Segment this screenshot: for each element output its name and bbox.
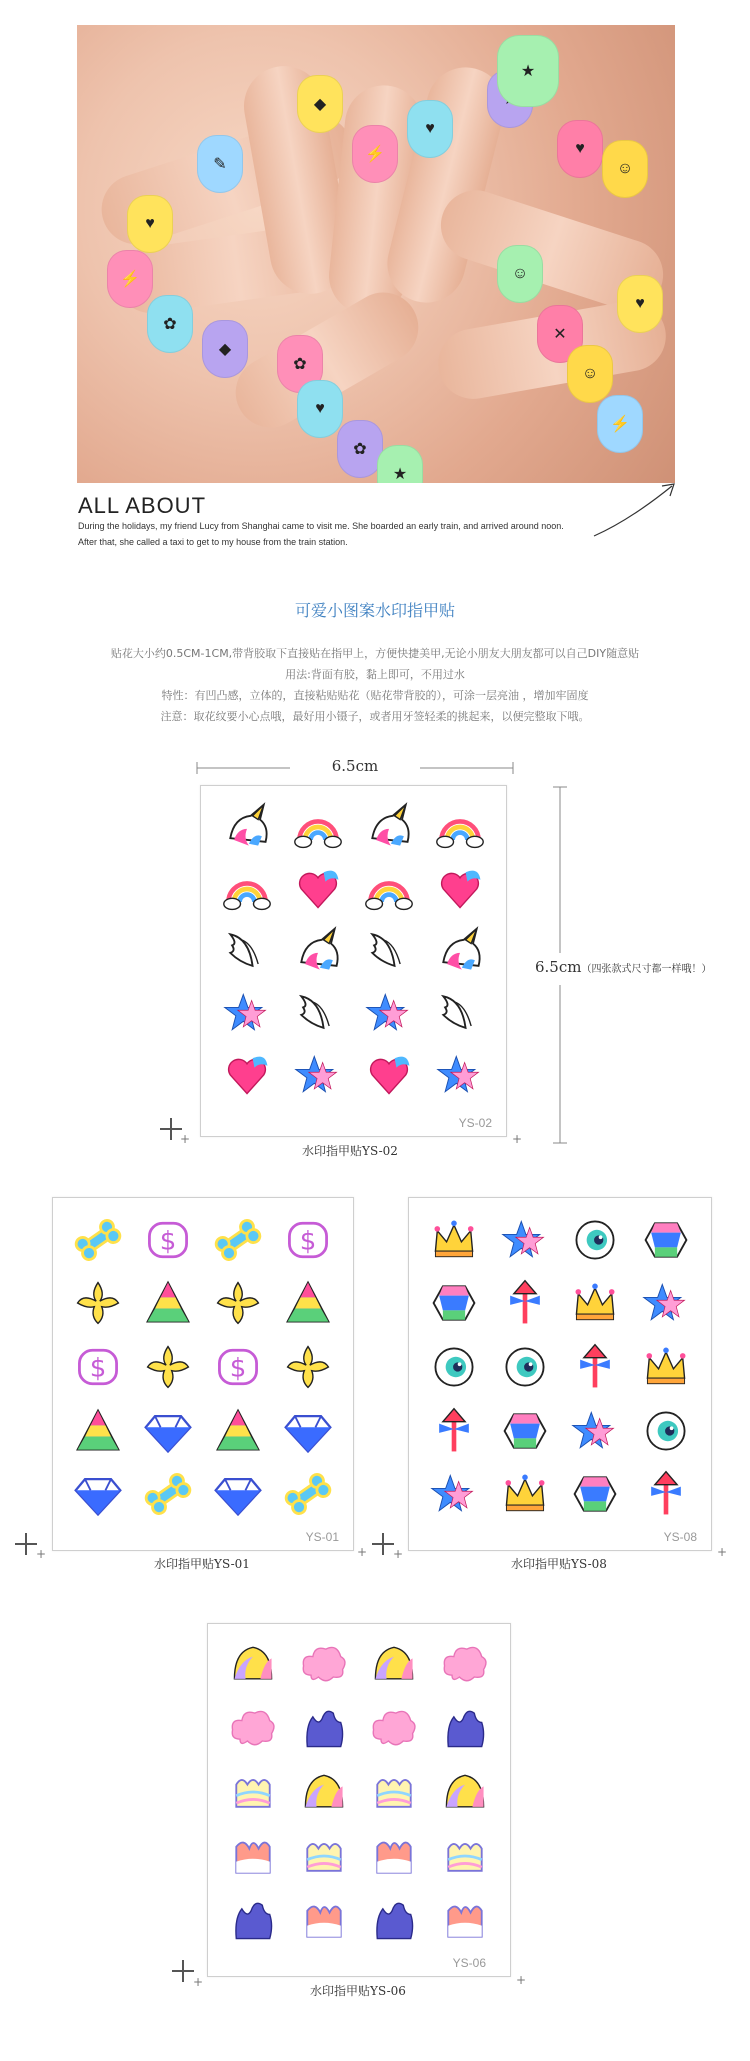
nail: ☺ xyxy=(497,245,543,303)
description-line: 注意：取花纹要小心点哦，最好用小镊子，或者用牙签轻柔的挑起来，以便完整取下哦。 xyxy=(160,710,590,723)
sticker-cell xyxy=(203,1272,273,1336)
wings-icon xyxy=(434,987,486,1039)
wings-icon xyxy=(292,987,344,1039)
heart-icon xyxy=(434,863,486,915)
plus-icon: + xyxy=(36,1547,47,1561)
sticker-cell xyxy=(419,1399,490,1463)
sticker-cell xyxy=(289,1824,360,1888)
crown-icon xyxy=(428,1214,480,1266)
sticker-cell xyxy=(211,1044,282,1106)
sticker-cell xyxy=(359,1760,430,1824)
height-label-group xyxy=(535,958,711,977)
cloud-icon xyxy=(298,1638,350,1690)
nail: ◆ xyxy=(202,320,248,378)
unicorn-icon xyxy=(434,925,486,977)
bone-icon xyxy=(72,1214,124,1266)
sticker-cell xyxy=(419,1272,490,1336)
sticker-cell xyxy=(631,1335,702,1399)
plus-icon: + xyxy=(516,1973,527,1987)
sticker-cell xyxy=(631,1399,702,1463)
nail: ✎ xyxy=(197,135,243,193)
sticker-cell xyxy=(218,1888,289,1952)
sticker-sheet-ys08 xyxy=(408,1197,712,1551)
sticker-cell xyxy=(289,1760,360,1824)
svg-text:$: $ xyxy=(159,1226,177,1257)
crown-icon xyxy=(499,1468,551,1520)
shell-icon xyxy=(439,1766,491,1818)
sticker-grid xyxy=(218,1632,500,1952)
about-text-line: After that, she called a taxi to get to my house from the train station. xyxy=(78,537,348,547)
sticker-cell xyxy=(631,1272,702,1336)
svg-text:$: $ xyxy=(89,1353,107,1384)
fleur-icon xyxy=(72,1277,124,1329)
shell-icon xyxy=(227,1638,279,1690)
shell-icon xyxy=(298,1766,350,1818)
crown-icon xyxy=(569,1277,621,1329)
sticker-cell xyxy=(419,1208,490,1272)
description-line: 用法:背面有胶，黏上即可，不用过水 xyxy=(285,668,465,681)
sticker-cell xyxy=(289,1632,360,1696)
pyramid-icon xyxy=(142,1277,194,1329)
height-label: 6.5cm xyxy=(535,958,582,976)
fleur-icon xyxy=(142,1341,194,1393)
curved-arrow-icon xyxy=(590,480,680,540)
sticker-cell xyxy=(282,796,353,858)
plus-icon: + xyxy=(717,1545,728,1559)
sticker-cell xyxy=(273,1462,343,1526)
rainbow-icon xyxy=(221,863,273,915)
pyramid-icon xyxy=(212,1405,264,1457)
wave-icon xyxy=(368,1894,420,1946)
rainbow-icon xyxy=(363,863,415,915)
cloud-icon xyxy=(439,1638,491,1690)
nail: ♥ xyxy=(127,195,173,253)
nail: ☺ xyxy=(602,140,648,198)
wave-icon xyxy=(227,1894,279,1946)
description-line: 特性：有凹凸感，立体的，直接粘贴贴花（贴花带背胶的），可涂一层亮油 ，增加牢固度 xyxy=(161,689,589,702)
unicorn-icon xyxy=(292,925,344,977)
sticker-cell xyxy=(419,1335,490,1399)
fleur-icon xyxy=(282,1341,334,1393)
sticker-cell xyxy=(282,920,353,982)
tulip-icon xyxy=(298,1894,350,1946)
sticker-cell xyxy=(203,1335,273,1399)
sticker-cell xyxy=(560,1335,631,1399)
sticker-cell xyxy=(63,1335,133,1399)
gem-icon xyxy=(640,1214,692,1266)
sticker-cell xyxy=(631,1462,702,1526)
gem-icon xyxy=(499,1405,551,1457)
plus-icon: + xyxy=(193,1975,204,1989)
sticker-sheet-ys01 xyxy=(52,1197,354,1551)
diamond-icon xyxy=(212,1468,264,1520)
dollar-icon xyxy=(282,1214,334,1266)
crown-icon xyxy=(640,1341,692,1393)
wings-icon xyxy=(363,925,415,977)
sticker-cell xyxy=(359,1824,430,1888)
nail: ♥ xyxy=(617,275,663,333)
scallop-icon xyxy=(298,1830,350,1882)
arrow-icon xyxy=(569,1341,621,1393)
dollar-icon xyxy=(142,1214,194,1266)
gem-icon xyxy=(569,1468,621,1520)
sticker-cell xyxy=(425,1044,496,1106)
dollar-icon xyxy=(212,1341,264,1393)
nail: ★ xyxy=(497,35,559,107)
sticker-cell xyxy=(354,858,425,920)
sticker-cell xyxy=(430,1888,501,1952)
scallop-icon xyxy=(227,1766,279,1818)
sticker-cell xyxy=(430,1696,501,1760)
cloud-icon xyxy=(227,1702,279,1754)
hero-photo xyxy=(77,25,675,483)
sticker-cell xyxy=(560,1462,631,1526)
nail: ✿ xyxy=(147,295,193,353)
eye-icon xyxy=(569,1214,621,1266)
wings-icon xyxy=(221,925,273,977)
nail: ⚡ xyxy=(107,250,153,308)
sticker-cell xyxy=(631,1208,702,1272)
eye-icon xyxy=(428,1341,480,1393)
sticker-cell xyxy=(203,1399,273,1463)
diamond-icon xyxy=(282,1405,334,1457)
star-icon xyxy=(292,1049,344,1101)
nail: ✿ xyxy=(337,420,383,478)
nail: ⚡ xyxy=(597,395,643,453)
sticker-grid xyxy=(419,1208,701,1526)
sticker-cell xyxy=(133,1399,203,1463)
crosshair-icon xyxy=(160,1118,182,1140)
sticker-cell xyxy=(430,1824,501,1888)
star-icon xyxy=(221,987,273,1039)
sticker-cell xyxy=(133,1462,203,1526)
nail: ⚡ xyxy=(352,125,398,183)
heart-icon xyxy=(363,1049,415,1101)
sticker-cell xyxy=(211,858,282,920)
sticker-cell xyxy=(282,1044,353,1106)
plus-icon: + xyxy=(357,1545,368,1559)
eye-icon xyxy=(499,1341,551,1393)
unicorn-icon xyxy=(221,801,273,853)
sticker-cell xyxy=(211,920,282,982)
sheet-caption: 水印指甲贴YS-06 xyxy=(310,1984,406,1998)
arrow-icon xyxy=(499,1277,551,1329)
shell-icon xyxy=(368,1638,420,1690)
star-icon xyxy=(363,987,415,1039)
svg-text:$: $ xyxy=(299,1226,317,1257)
scallop-icon xyxy=(368,1766,420,1818)
sheet-code: YS-02 xyxy=(458,1116,492,1130)
bone-icon xyxy=(282,1468,334,1520)
sticker-cell xyxy=(133,1272,203,1336)
sticker-cell xyxy=(218,1760,289,1824)
height-note: （四张款式尺寸都一样哦！） xyxy=(581,964,712,975)
star-icon xyxy=(428,1468,480,1520)
arrow-icon xyxy=(640,1468,692,1520)
nail: ☺ xyxy=(567,345,613,403)
sticker-cell xyxy=(425,920,496,982)
eye-icon xyxy=(640,1405,692,1457)
sticker-cell xyxy=(490,1208,561,1272)
sticker-cell xyxy=(289,1888,360,1952)
sheet-caption: 水印指甲贴YS-01 xyxy=(154,1557,250,1571)
sticker-cell xyxy=(203,1208,273,1272)
sticker-cell xyxy=(560,1272,631,1336)
nail: ✕ xyxy=(537,305,583,363)
sticker-cell xyxy=(63,1208,133,1272)
wave-icon xyxy=(439,1702,491,1754)
about-text xyxy=(78,518,638,550)
sticker-cell xyxy=(133,1208,203,1272)
tulip-icon xyxy=(227,1830,279,1882)
crosshair-icon xyxy=(15,1533,37,1555)
star-icon xyxy=(569,1405,621,1457)
sticker-cell xyxy=(359,1696,430,1760)
sticker-cell xyxy=(203,1462,273,1526)
star-icon xyxy=(434,1049,486,1101)
heart-icon xyxy=(292,863,344,915)
sticker-cell xyxy=(419,1462,490,1526)
about-text-line: During the holidays, my friend Lucy from Shanghai came to visit me. She boarded an early train, and arrived around noon. xyxy=(78,521,564,531)
bone-icon xyxy=(212,1214,264,1266)
sticker-cell xyxy=(273,1399,343,1463)
gem-icon xyxy=(428,1277,480,1329)
nail: ♥ xyxy=(557,120,603,178)
sticker-cell xyxy=(354,796,425,858)
tulip-icon xyxy=(439,1894,491,1946)
sticker-cell xyxy=(425,858,496,920)
sheet-code: YS-01 xyxy=(305,1530,339,1544)
about-title: ALL ABOUT xyxy=(78,493,207,518)
nail: ◆ xyxy=(297,75,343,133)
sticker-cell xyxy=(63,1272,133,1336)
sticker-cell xyxy=(282,858,353,920)
sticker-cell xyxy=(359,1888,430,1952)
pyramid-icon xyxy=(72,1405,124,1457)
sticker-cell xyxy=(289,1696,360,1760)
nail: ★ xyxy=(377,445,423,483)
nail: ♥ xyxy=(297,380,343,438)
sticker-cell xyxy=(211,796,282,858)
sticker-sheet-ys02 xyxy=(200,785,507,1137)
scallop-icon xyxy=(439,1830,491,1882)
svg-text:$: $ xyxy=(229,1353,247,1384)
sheet-code: YS-06 xyxy=(452,1956,486,1970)
sticker-cell xyxy=(273,1208,343,1272)
sticker-cell xyxy=(354,1044,425,1106)
sticker-cell xyxy=(218,1824,289,1888)
heart-icon xyxy=(221,1049,273,1101)
unicorn-icon xyxy=(363,801,415,853)
star-icon xyxy=(499,1214,551,1266)
sticker-cell xyxy=(354,982,425,1044)
sticker-cell xyxy=(560,1399,631,1463)
sticker-cell xyxy=(282,982,353,1044)
plus-icon: + xyxy=(393,1547,404,1561)
wave-icon xyxy=(298,1702,350,1754)
sticker-cell xyxy=(273,1335,343,1399)
sticker-cell xyxy=(218,1696,289,1760)
sheet-code: YS-08 xyxy=(663,1530,697,1544)
nail: ✿ xyxy=(277,335,323,393)
sticker-cell xyxy=(490,1272,561,1336)
sticker-sheet-ys06 xyxy=(207,1623,511,1977)
star-icon xyxy=(640,1277,692,1329)
sticker-cell xyxy=(490,1399,561,1463)
dollar-icon xyxy=(72,1341,124,1393)
diamond-icon xyxy=(142,1405,194,1457)
pyramid-icon xyxy=(282,1277,334,1329)
sticker-cell xyxy=(425,796,496,858)
sticker-cell xyxy=(430,1760,501,1824)
sticker-cell xyxy=(425,982,496,1044)
bone-icon xyxy=(142,1468,194,1520)
sticker-cell xyxy=(218,1632,289,1696)
crosshair-icon xyxy=(172,1960,194,1982)
plus-icon: + xyxy=(180,1132,191,1146)
sticker-cell xyxy=(63,1399,133,1463)
sticker-cell xyxy=(430,1632,501,1696)
description-line: 贴花大小约0.5CM-1CM,带背胶取下直接贴在指甲上，方便快捷美甲,无论小朋友大朋友都可以自己DIY随意贴 xyxy=(110,647,640,660)
sticker-grid xyxy=(211,796,496,1106)
sheet-caption: 水印指甲贴YS-02 xyxy=(302,1144,398,1158)
sticker-cell xyxy=(63,1462,133,1526)
diamond-icon xyxy=(72,1468,124,1520)
sticker-grid xyxy=(63,1208,343,1526)
sheet-caption: 水印指甲贴YS-08 xyxy=(511,1557,607,1571)
sticker-cell xyxy=(354,920,425,982)
product-title: 可爱小图案水印指甲贴 xyxy=(294,601,455,620)
sticker-cell xyxy=(273,1272,343,1336)
sticker-cell xyxy=(211,982,282,1044)
arrow-icon xyxy=(428,1405,480,1457)
sticker-cell xyxy=(490,1335,561,1399)
sticker-cell xyxy=(560,1208,631,1272)
sticker-cell xyxy=(359,1632,430,1696)
tulip-icon xyxy=(368,1830,420,1882)
rainbow-icon xyxy=(292,801,344,853)
cloud-icon xyxy=(368,1702,420,1754)
width-label: 6.5cm xyxy=(331,757,379,775)
rainbow-icon xyxy=(434,801,486,853)
crosshair-icon xyxy=(372,1533,394,1555)
sticker-cell xyxy=(133,1335,203,1399)
sticker-cell xyxy=(490,1462,561,1526)
fleur-icon xyxy=(212,1277,264,1329)
nail: ♥ xyxy=(407,100,453,158)
plus-icon: + xyxy=(512,1132,523,1146)
